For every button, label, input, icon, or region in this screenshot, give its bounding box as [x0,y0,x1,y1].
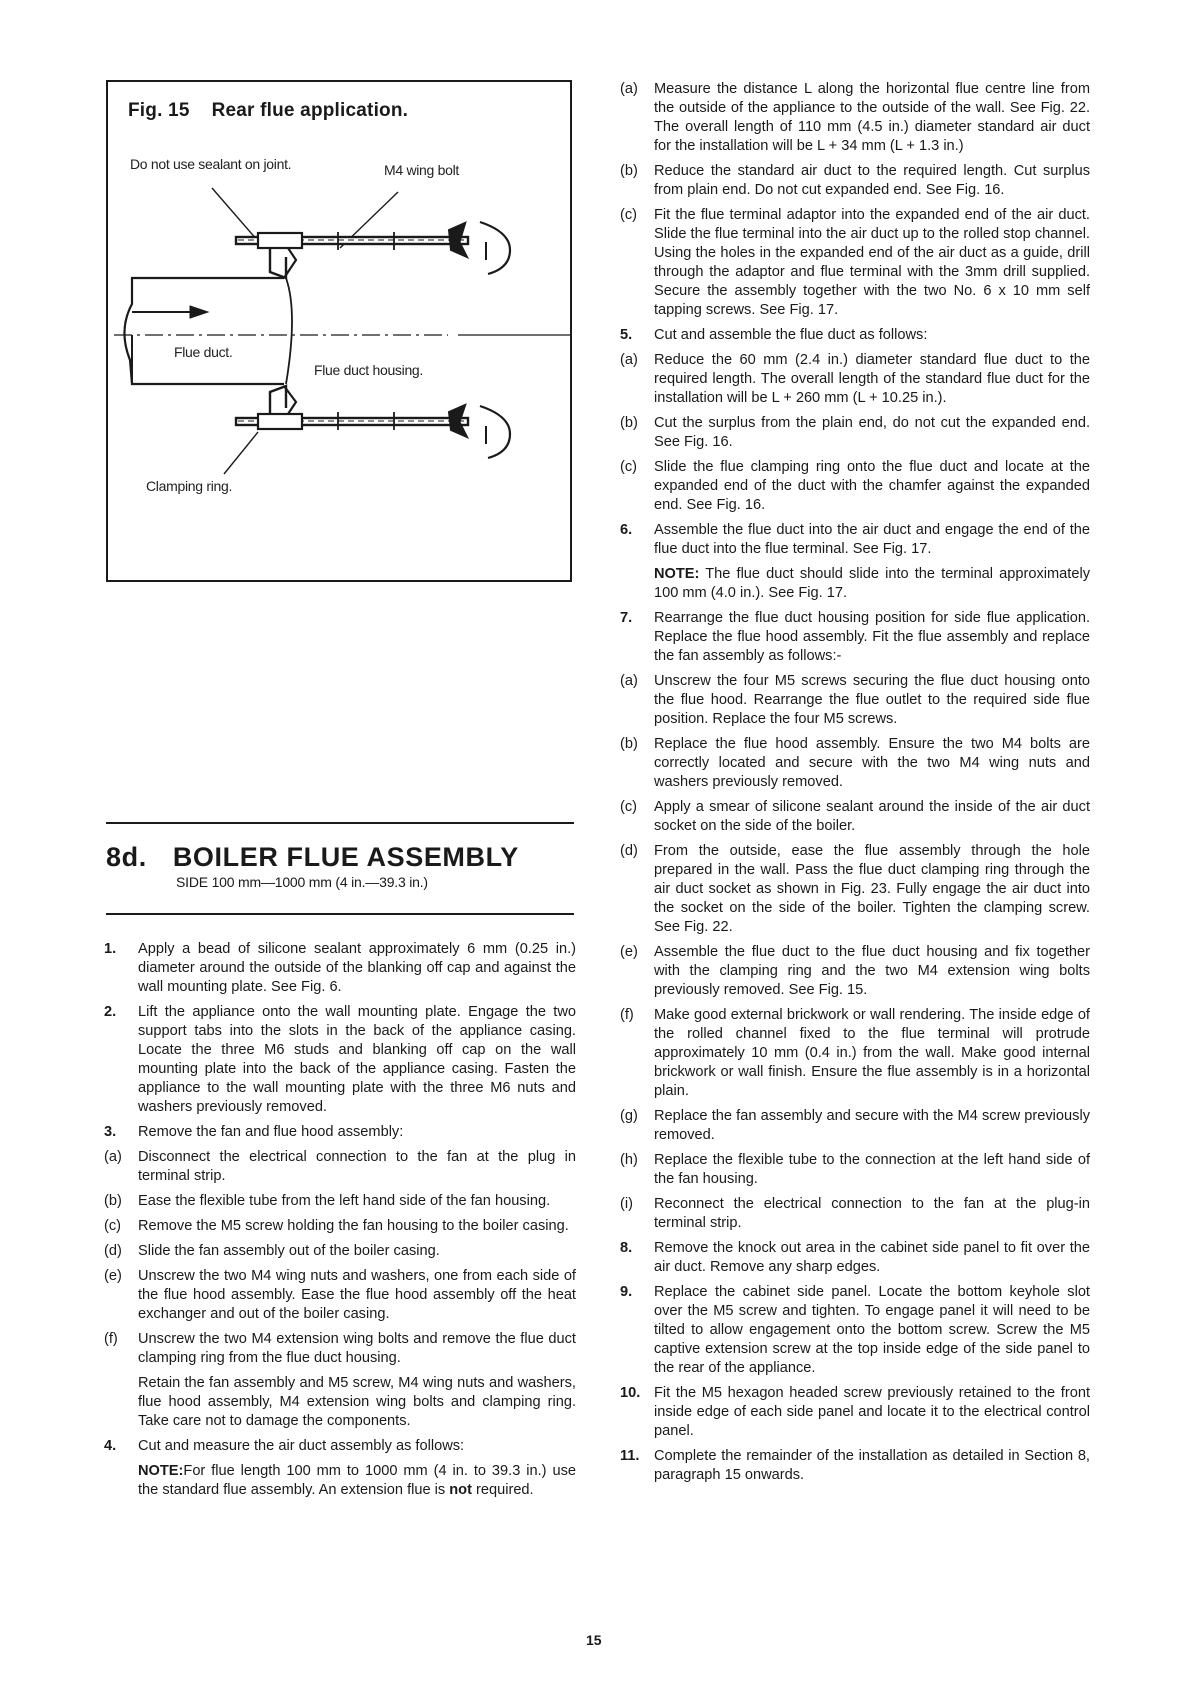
sub-step [620,458,1090,515]
step-4 [104,1437,576,1456]
figure-15 [106,80,572,582]
step-label: 4. [104,1438,117,1454]
step-label: (f) [620,1007,634,1023]
step-text: Apply a bead of silicone sealant approximately 6 mm (0.25 in.) diameter around the outside of the blanking off cap and against the wall mounting plate. See Fig. 6. [138,941,576,995]
label-flue-duct: Flue duct. [174,344,233,360]
sub-step [104,1267,576,1324]
step-label: (b) [620,415,638,431]
note-text-end: required. [471,1482,534,1498]
section-subtitle: SIDE 100 mm—1000 mm (4 in.—39.3 in.) [176,874,428,890]
left-step-list [104,940,576,1368]
step-label: (c) [620,207,638,223]
step-label: (g) [620,1108,638,1124]
step-label: (a) [104,1149,122,1165]
step-text: Reconnect the electrical connection to the fan at the plug-in terminal strip. [654,1196,1090,1231]
step-text: Cut and measure the air duct assembly as follows: [138,1438,465,1454]
numbered-step [104,940,576,997]
sub-step [620,1151,1090,1189]
right-step-list-a [620,80,1090,559]
step-label: (d) [620,843,638,859]
step-text: Remove the fan and flue hood assembly: [138,1124,404,1140]
step-label: (b) [620,736,638,752]
step-label: (b) [104,1193,122,1209]
step-label: (i) [620,1196,633,1212]
step-text: From the outside, ease the flue assembly through the hole prepared in the wall. Pass the flue duct clamping ring through the air duct socket as shown in Fig. 23. Fully engage the air duct into the socket on the side of the boiler. Tighten the clamping screw. See Fig. 22. [654,843,1090,935]
step-label: (e) [104,1268,122,1284]
flue-duct-pipe [124,278,284,384]
step-label: 1. [104,941,117,957]
step-label: (e) [620,944,638,960]
numbered-step [104,1123,576,1142]
step-text: Fit the flue terminal adaptor into the expanded end of the air duct. Slide the flue terminal into the air duct up to the rolled stop channel. Using the holes in the expanded end of the air duct as a guide, drill through the adaptor and flue terminal with the 3mm drill supplied. Secure the assembly together with the two No. 6 x 10 mm self tapping screws. See Fig. 17. [654,207,1090,318]
sub-step [620,351,1090,408]
step-text: Slide the flue clamping ring onto the flue duct and locate at the expanded end of the duct with the chamfer against the expanded end. See Fig. 16. [654,459,1090,513]
step-text: Make good external brickwork or wall rendering. The inside edge of the rolled channel fixed to the flue terminal will protrude approximately 10 mm (0.4 in.) from the wall. Make good internal brickwork or wall finish. Ensure the flue assembly is in a horizontal plain. [654,1007,1090,1099]
label-flue-duct-housing: Flue duct housing. [314,362,424,378]
step-text: Reduce the 60 mm (2.4 in.) diameter standard flue duct to the required length. The overall length of the standard flue duct for the installation will be L + 260 mm (L + 10.25 in.). [654,352,1090,406]
sub-step [620,206,1090,320]
step-label: 10. [620,1385,641,1401]
figure-number: Fig. 15 [128,100,190,121]
sub-step [620,1195,1090,1233]
step-label: (c) [620,459,638,475]
sub-step [620,672,1090,729]
step-text: Rearrange the flue duct housing position for side flue application. Replace the flue hood assembly. Fit the flue assembly and replace the fan assembly as follows:- [654,610,1090,664]
label-wing-bolt: M4 wing bolt [384,162,459,178]
step-text: Fit the M5 hexagon headed screw previously retained to the front inside edge of each side panel and locate it to the electrical control panel. [654,1385,1090,1439]
note-text: For flue length 100 mm to 1000 mm (4 in. to 39.3 in.) use the standard flue assembly. An extension flue is [138,1463,576,1498]
right-step-list-b [620,609,1090,1485]
sub-step [620,735,1090,792]
step-text: Lift the appliance onto the wall mounting plate. Engage the two support tabs into the slots in the back of the appliance casing. Locate the three M6 studs and blanking off cap on the wall mounting plate into the back of the appliance casing. Fasten the appliance to the wall mounting plate with the three M6 nuts and washers previously removed. [138,1004,576,1115]
sub-step [620,842,1090,937]
step-text: Replace the flexible tube to the connection at the left hand side of the fan housing. [654,1152,1090,1187]
note-emphasis: not [449,1482,472,1498]
step-label: (c) [620,799,638,815]
step-label: 5. [620,327,633,343]
label-clamping-ring: Clamping ring. [146,478,233,494]
heading-rule-top [106,822,574,824]
step-text: Unscrew the two M4 wing nuts and washers, one from each side of the flue hood assembly. Ease the flue hood assembly off the heat exchanger and out of the boiler casing. [138,1268,576,1322]
step-text: Replace the flue hood assembly. Ensure the two M4 bolts are correctly located and secure with the two M4 wing nuts and washers previously removed. [654,736,1090,790]
numbered-step [620,326,1090,345]
label-no-sealant: Do not use sealant on joint. [130,156,292,172]
step-text: Measure the distance L along the horizontal flue centre line from the outside of the appliance to the outside of the wall. See Fig. 22. The overall length of 110 mm (4.5 in.) diameter standard air duct for the installation will be L + 34 mm (L + 1.3 in.) [654,81,1090,154]
step-text: Unscrew the two M4 extension wing bolts and remove the flue duct clamping ring from the flue duct housing. [138,1331,576,1366]
retain-note: Retain the fan assembly and M5 screw, M4 wing nuts and washers, flue hood assembly, M4 extension wing bolts and clamping ring. Take care not to damage the components. [138,1375,576,1429]
section-title: BOILER FLUE ASSEMBLY [172,842,519,872]
step-label: 9. [620,1284,633,1300]
step-text: Replace the fan assembly and secure with the M4 screw previously removed. [654,1108,1090,1143]
step-text: Cut and assemble the flue duct as follows: [654,327,928,343]
step-text: Slide the fan assembly out of the boiler casing. [138,1243,440,1259]
note-flue-length [138,1462,576,1500]
sub-step [620,943,1090,1000]
numbered-step [620,521,1090,559]
step-text: Remove the M5 screw holding the fan housing to the boiler casing. [138,1218,569,1234]
note-keyword: NOTE: [138,1463,184,1479]
step-text: Ease the flexible tube from the left hand side of the fan housing. [138,1193,551,1209]
step-label: 3. [104,1124,117,1140]
sub-step [620,80,1090,156]
sub-step [620,1006,1090,1101]
note-flue-terminal [654,565,1090,603]
step-text: Replace the cabinet side panel. Locate the bottom keyhole slot over the M5 screw and tighten. To engage panel it will need to be tilted to allow engagement onto the bottom screw. Screw the M5 captive extension screw at the top inside edge of the side panel to the rear of the appliance. [654,1284,1090,1376]
heading-rule-bottom [106,913,574,915]
step-label: (a) [620,352,638,368]
left-column [104,940,576,1506]
step-label: 8. [620,1240,633,1256]
note-text: The flue duct should slide into the terminal approximately 100 mm (4.0 in.). See Fig. 17. [654,566,1090,601]
step-text: Cut the surplus from the plain end, do not cut the expanded end. See Fig. 16. [654,415,1090,450]
step-label: 6. [620,522,633,538]
figure-caption: Rear flue application. [211,100,409,121]
page-number: 15 [586,1632,602,1648]
section-heading [106,842,519,873]
step-text: Complete the remainder of the installation as detailed in Section 8, paragraph 15 onwards. [654,1448,1090,1483]
step-label: (a) [620,673,638,689]
step-text: Apply a smear of silicone sealant around the inside of the air duct socket on the side of the boiler. [654,799,1090,834]
numbered-step [104,1003,576,1117]
step-label: (b) [620,163,638,179]
note-keyword: NOTE: [654,566,700,582]
sub-step [620,1107,1090,1145]
step-text: Assemble the flue duct into the air duct and engage the end of the flue duct into the flue terminal. See Fig. 17. [654,522,1090,557]
sub-step [104,1148,576,1186]
section-number: 8d. [106,842,147,872]
numbered-step [620,609,1090,666]
flue-duct-housing [286,278,292,384]
sub-step [104,1330,576,1368]
right-column [620,80,1090,1491]
numbered-step [620,1283,1090,1378]
step-label: (d) [104,1243,122,1259]
step-text: Reduce the standard air duct to the required length. Cut surplus from plain end. Do not cut expanded end. See Fig. 16. [654,163,1090,198]
sub-step [620,414,1090,452]
step-text: Disconnect the electrical connection to the fan at the plug in terminal strip. [138,1149,576,1184]
sub-step [104,1217,576,1236]
numbered-step [620,1239,1090,1277]
step-label: (c) [104,1218,122,1234]
step-text: Assemble the flue duct to the flue duct housing and fix together with the clamping ring and the two M4 extension wing bolts previously removed. See Fig. 15. [654,944,1090,998]
step-label: (h) [620,1152,638,1168]
leader-clamping-ring [224,432,258,474]
step-label: (a) [620,81,638,97]
step-text: Unscrew the four M5 screws securing the flue duct housing onto the flue hood. Rearrange the flue outlet to the required side flue position. Replace the four M5 screws. [654,673,1090,727]
step-label: 7. [620,610,633,626]
sub-step [104,1242,576,1261]
sub-step [620,162,1090,200]
step-text: Remove the knock out area in the cabinet side panel to fit over the air duct. Remove any sharp edges. [654,1240,1090,1275]
sub-step [620,798,1090,836]
step-label: 2. [104,1004,117,1020]
step-label: 11. [620,1448,640,1464]
sub-step [104,1192,576,1211]
step-label: (f) [104,1331,118,1347]
numbered-step [620,1447,1090,1485]
numbered-step [620,1384,1090,1441]
